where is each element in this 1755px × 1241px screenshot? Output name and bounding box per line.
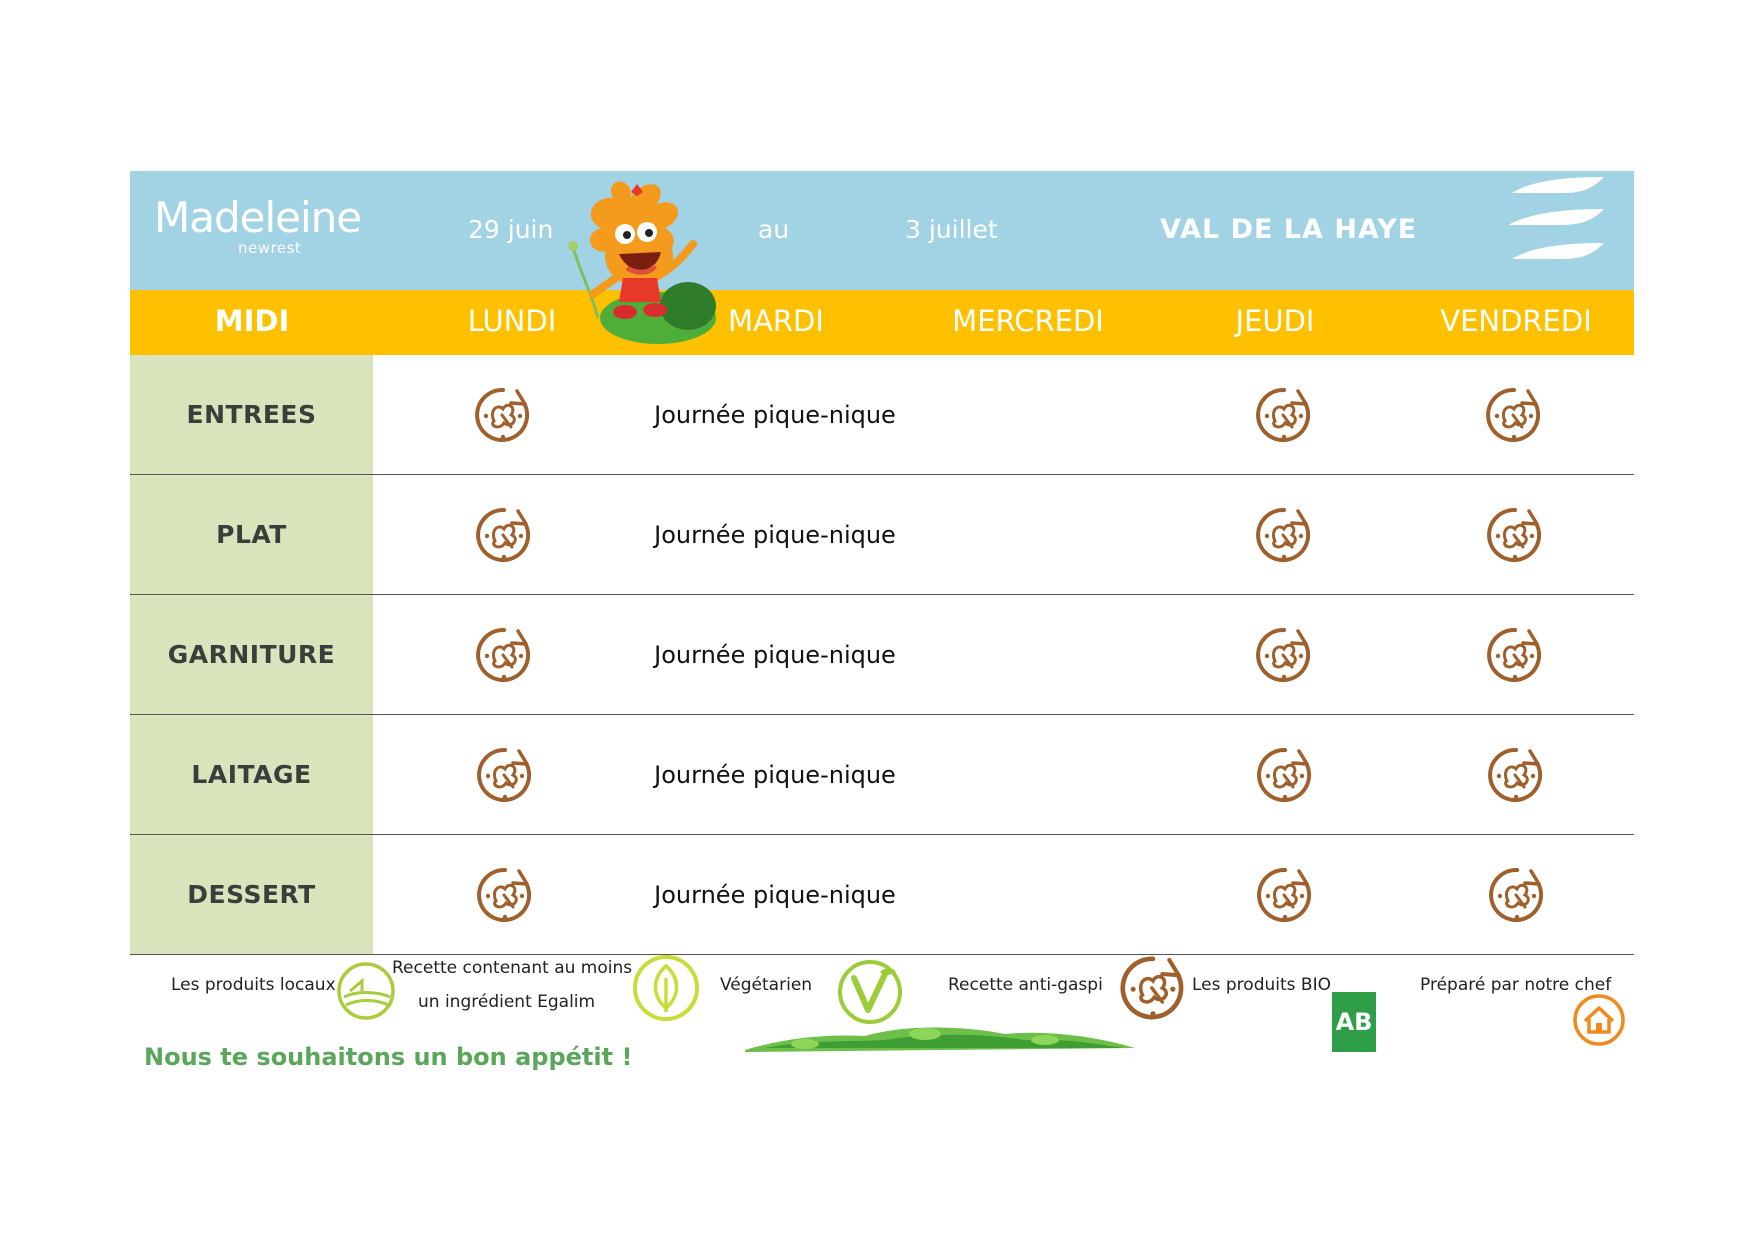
day-wednesday: MERCREDI (952, 304, 1104, 338)
header-band (130, 171, 1634, 290)
anti-gaspi-icon (1484, 385, 1544, 445)
anti-gaspi-icon (1254, 385, 1314, 445)
row-label: PLAT (216, 520, 287, 549)
brand-name: Madeleine (154, 193, 362, 242)
row-label-cell (130, 475, 373, 594)
legend-antigaspi-label: Recette anti-gaspi (948, 975, 1103, 995)
tuesday-dish: Journée pique-nique (654, 880, 896, 909)
row-label-cell (130, 595, 373, 714)
brand-sub: newrest (238, 239, 302, 257)
anti-gaspi-icon (1485, 625, 1545, 685)
menu-row (130, 355, 1634, 475)
leaves-decoration (745, 1018, 1135, 1058)
anti-gaspi-icon (1485, 505, 1545, 565)
anti-gaspi-icon (1118, 953, 1188, 1023)
anti-gaspi-icon (475, 745, 535, 805)
tuesday-dish: Journée pique-nique (654, 400, 896, 429)
madeleine-logo (154, 193, 362, 257)
anti-gaspi-icon (1254, 625, 1314, 685)
meal-label: MIDI (214, 304, 290, 338)
days-band (130, 290, 1634, 355)
anti-gaspi-icon (474, 625, 534, 685)
anti-gaspi-icon (475, 865, 535, 925)
date-to: 3 juillet (905, 215, 998, 244)
site-name: VAL DE LA HAYE (1160, 214, 1418, 245)
anti-gaspi-icon (1487, 865, 1547, 925)
menu-row (130, 715, 1634, 835)
row-label-cell (130, 835, 373, 954)
tuesday-dish: Journée pique-nique (654, 760, 896, 789)
egalim-leaf-icon (632, 954, 700, 1022)
row-label: ENTREES (186, 400, 317, 429)
bon-appetit-message: Nous te souhaitons un bon appétit ! (144, 1043, 633, 1071)
row-label-cell (130, 355, 373, 474)
mascot-illustration (553, 178, 733, 348)
menu-row (130, 595, 1634, 715)
tuesday-dish: Journée pique-nique (654, 640, 896, 669)
row-label: DESSERT (187, 880, 316, 909)
legend-chef-label: Préparé par notre chef (1420, 975, 1612, 995)
day-tuesday: MARDI (728, 304, 824, 338)
anti-gaspi-icon (1486, 745, 1546, 805)
legend-veg-label: Végétarien (720, 975, 813, 995)
menu-sheet (130, 171, 1634, 955)
anti-gaspi-icon (473, 385, 533, 445)
date-separator: au (758, 215, 790, 244)
menu-row (130, 835, 1634, 955)
day-thursday: JEUDI (1235, 304, 1315, 338)
wave-logo-icon (1504, 173, 1608, 277)
anti-gaspi-icon (474, 505, 534, 565)
chef-home-icon (1572, 993, 1626, 1047)
legend-bio-label: Les produits BIO (1192, 975, 1331, 995)
legend-egalim-label-2: un ingrédient Egalim (418, 992, 596, 1012)
row-label: LAITAGE (191, 760, 312, 789)
anti-gaspi-icon (1255, 865, 1315, 925)
date-from: 29 juin (468, 215, 554, 244)
tuesday-dish: Journée pique-nique (654, 520, 896, 549)
anti-gaspi-icon (1254, 505, 1314, 565)
bio-ab-logo-icon: AB (1332, 992, 1376, 1052)
anti-gaspi-icon (1255, 745, 1315, 805)
local-products-icon (336, 961, 396, 1021)
day-friday: VENDREDI (1440, 304, 1592, 338)
row-label: GARNITURE (167, 640, 336, 669)
vegetarian-icon (836, 958, 904, 1026)
legend-local-label: Les produits locaux (171, 975, 336, 995)
menu-row (130, 475, 1634, 595)
row-label-cell (130, 715, 373, 834)
legend-egalim-label-1: Recette contenant au moins (392, 958, 633, 978)
day-monday: LUNDI (467, 304, 557, 338)
